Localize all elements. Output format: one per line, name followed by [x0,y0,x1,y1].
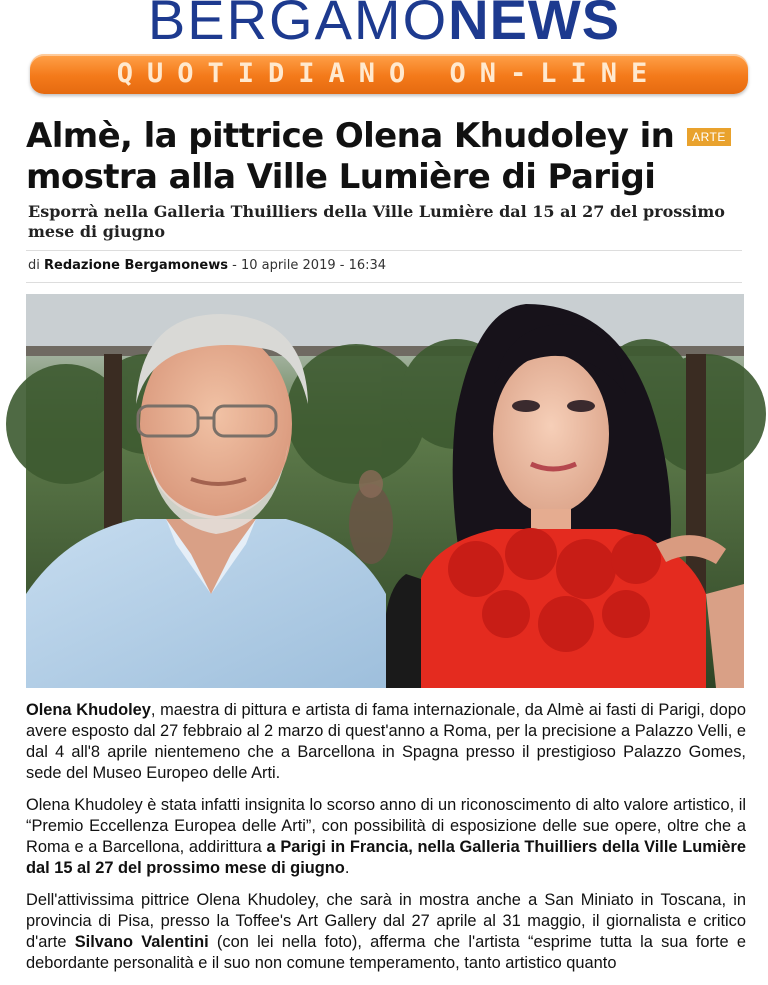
byline [28,257,743,275]
site-logo[interactable] [28,0,740,51]
site-tagline: QUOTIDIANO ON-LINE [30,54,748,94]
logo-text-news: NEWS [448,0,621,51]
photo-illustration [26,294,744,688]
paragraph: Olena Khudoley è stata infatti insignita lo scorso anno di un riconoscimento di alto valore artistico, il “Premio Eccellenza Europea delle Arti”, con possibilità di esposizione delle sue opere, oltre che a Roma e a Barcellona, addirittura a Parigi in Francia, nella Galleria Thuilliers della Ville Lumière dal 15 al 27 del prossimo mese di giugno. [26,796,746,877]
article-photo [26,294,744,688]
article-subtitle: Esporrà nella Galleria Thuilliers della Ville Lumière dal 15 al 27 del prossimo mese di giugno [28,202,725,241]
author-link[interactable]: Redazione Bergamonews [44,258,228,273]
highlight-text: a Parigi in Francia, nella Galleria Thuilliers della Ville Lumière dal 15 al 27 del prossimo mese di giugno [26,838,746,877]
paragraph: Olena Khudoley, maestra di pittura e artista di fama internazionale, da Almè ai fasti di Parigi, dopo avere esposto dal 27 febbraio al 2 marzo di quest'anno a Roma, per la precisione a Palazzo Velli, e dal 4 all'8 aprile nientemeno che a Barcellona in Spagna presso il prestigioso Palazzo Gomes, sede del Museo Europeo delle Arti. [26,701,746,782]
article-body [26,700,746,985]
person-name: Silvano Valentini [74,933,209,951]
divider [26,250,742,251]
byline-prefix: di [28,258,40,273]
masthead [0,0,768,100]
divider [26,282,742,283]
person-name: Olena Khudoley [26,701,151,719]
paragraph: Dell'attivissima pittrice Olena Khudoley, che sarà in mostra anche a San Miniato in Toscana, in provincia di Pisa, presso la Toffee's Art Gallery dal 27 aprile al 31 maggio, il giornalista e critico d'arte Silvano Valentini (con lei nella foto), afferma che l'artista “esprime tutta la sua forte e debordante personalità e il suo non comune temperamento, tanto artistico quanto [26,891,746,972]
category-badge[interactable]: ARTE [687,128,731,146]
article-title: Almè, la pittrice Olena Khudoley in mostra alla Ville Lumière di Parigi [26,116,675,197]
publish-date: - 10 aprile 2019 - 16:34 [232,258,387,273]
logo-text-bergamo: BERGAMO [147,0,449,51]
